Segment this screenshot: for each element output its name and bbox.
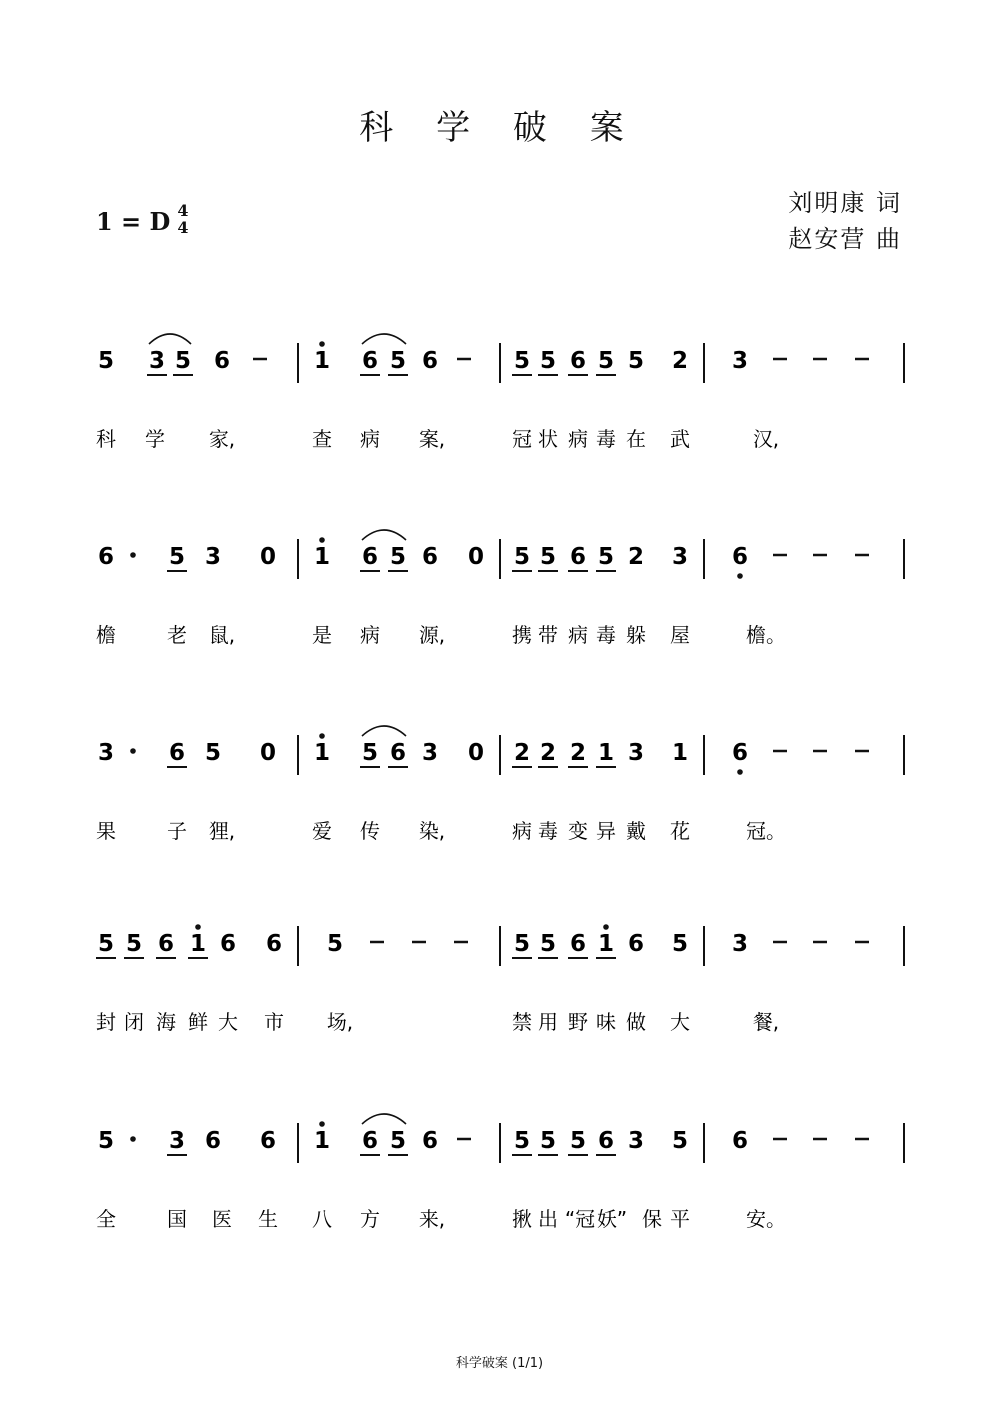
lyric-syllable: 妖” [596, 1207, 628, 1231]
lyric-syllable: 异 [596, 819, 616, 843]
lyric-syllable: 屋 [670, 623, 690, 647]
lyric-syllable: 平 [670, 1207, 690, 1231]
lyric-syllable: 八 [312, 1207, 332, 1231]
high-octave-dot [319, 733, 325, 739]
note-digit: 6 [731, 544, 749, 570]
low-octave-dot [737, 769, 743, 775]
note-digit: 6 [265, 931, 283, 957]
low-octave-dot [737, 573, 743, 579]
note-digit: 6 [204, 1128, 222, 1154]
lyric-syllable: 花 [670, 819, 690, 843]
note-digit: 3 [148, 348, 166, 374]
note-digit: 5 [97, 1128, 115, 1154]
note-digit: 6 [569, 348, 587, 374]
lyric-syllable: 大 [670, 1010, 690, 1034]
note-digit: 0 [259, 544, 277, 570]
note-digit: 1 [313, 544, 331, 570]
page-title: 科 学 破 案 [359, 108, 640, 148]
lyric-syllable: 变 [568, 819, 588, 843]
note-digit: 5 [389, 544, 407, 570]
page-footer: 科学破案 (1/1) [455, 1356, 544, 1371]
lyric-syllable: 封 [96, 1010, 116, 1034]
lyric-syllable: 檐。 [746, 623, 786, 647]
lyric-syllable: 医 [212, 1207, 232, 1231]
lyric-syllable: 禁 [512, 1010, 532, 1034]
lyric-syllable: 来, [418, 1207, 446, 1231]
lyric-syllable: 病 [512, 819, 532, 843]
note-digit: 3 [731, 931, 749, 957]
lyric-syllable: 毒 [596, 623, 616, 647]
note-digit: 3 [97, 740, 115, 766]
note-digit: 6 [597, 1128, 615, 1154]
note-digit: 5 [204, 740, 222, 766]
slur [362, 1114, 406, 1124]
high-octave-dot [319, 537, 325, 543]
note-digit: 1 [313, 348, 331, 374]
note-digit: 5 [513, 931, 531, 957]
note-digit: 6 [627, 931, 645, 957]
lyric-syllable: 病 [568, 427, 588, 451]
lyric-syllable: 闭 [124, 1010, 144, 1034]
note-digit: 6 [168, 740, 186, 766]
note-digit: 5 [513, 1128, 531, 1154]
note-digit: 5 [174, 348, 192, 374]
lyric-syllable: 全 [96, 1207, 116, 1231]
note-digit: 6 [569, 544, 587, 570]
note-digit: 2 [627, 544, 645, 570]
lyric-syllable: 病 [568, 623, 588, 647]
lyric-syllable: 毒 [538, 819, 558, 843]
lyric-syllable: 病 [360, 427, 380, 451]
lyric-syllable: 传 [360, 819, 380, 843]
note-digit: 6 [361, 1128, 379, 1154]
lyric-syllable: 安。 [746, 1207, 786, 1231]
key-signature: 1 = D [96, 207, 171, 236]
lyric-syllable: 场, [326, 1010, 354, 1034]
augmentation-dot [130, 748, 136, 754]
note-digit: 6 [259, 1128, 277, 1154]
lyric-syllable: 学 [145, 427, 165, 451]
high-octave-dot [603, 924, 609, 930]
note-digit: 5 [389, 1128, 407, 1154]
note-digit: 5 [539, 348, 557, 374]
note-digit: 6 [97, 544, 115, 570]
note-digit: 1 [313, 740, 331, 766]
note-digit: 6 [157, 931, 175, 957]
lyric-syllable: “冠 [564, 1207, 596, 1231]
lyric-syllable: 状 [538, 427, 558, 451]
lyric-syllable: 老 [167, 623, 187, 647]
lyric-syllable: 餐, [752, 1010, 780, 1034]
meter-bottom: 4 [177, 218, 189, 237]
note-digit: 6 [361, 348, 379, 374]
lyric-syllable: 案, [418, 427, 446, 451]
note-digit: 6 [421, 544, 439, 570]
lyric-syllable: 出 [538, 1207, 558, 1231]
high-octave-dot [319, 1121, 325, 1127]
note-digit: 2 [569, 740, 587, 766]
note-digit: 2 [671, 348, 689, 374]
lyric-syllable: 狸, [208, 819, 236, 843]
lyric-syllable: 海 [156, 1010, 176, 1034]
slur [362, 530, 406, 540]
lyric-syllable: 冠 [512, 427, 532, 451]
note-digit: 1 [597, 931, 615, 957]
lyric-syllable: 方 [360, 1207, 380, 1231]
lyric-syllable: 生 [258, 1207, 278, 1231]
slur [362, 726, 406, 736]
note-digit: 1 [597, 740, 615, 766]
lyric-syllable: 果 [96, 819, 116, 843]
lyric-syllable: 科 [96, 427, 116, 451]
lyric-syllable: 味 [596, 1010, 616, 1034]
note-digit: 2 [539, 740, 557, 766]
composer-credit: 赵安营 曲 [788, 225, 902, 253]
note-digit: 5 [389, 348, 407, 374]
note-digit: 5 [671, 931, 689, 957]
note-digit: 3 [627, 740, 645, 766]
note-digit: 5 [361, 740, 379, 766]
note-digit: 3 [168, 1128, 186, 1154]
note-digit: 6 [389, 740, 407, 766]
note-digit: 5 [597, 544, 615, 570]
note-digit: 3 [204, 544, 222, 570]
note-digit: 5 [539, 931, 557, 957]
note-digit: 5 [627, 348, 645, 374]
note-digit: 5 [569, 1128, 587, 1154]
note-digit: 6 [731, 740, 749, 766]
note-digit: 5 [513, 544, 531, 570]
note-digit: 5 [539, 544, 557, 570]
lyric-syllable: 鲜 [188, 1010, 208, 1034]
lyric-syllable: 野 [568, 1010, 588, 1034]
note-digit: 5 [168, 544, 186, 570]
note-digit: 5 [671, 1128, 689, 1154]
note-digit: 3 [671, 544, 689, 570]
lyric-syllable: 源, [418, 623, 446, 647]
note-digit: 1 [313, 1128, 331, 1154]
lyric-syllable: 是 [312, 623, 332, 647]
lyric-syllable: 保 [642, 1207, 662, 1231]
note-digit: 5 [125, 931, 143, 957]
note-digit: 1 [189, 931, 207, 957]
lyric-syllable: 用 [538, 1010, 558, 1034]
high-octave-dot [319, 341, 325, 347]
lyric-syllable: 携 [512, 623, 532, 647]
lyric-syllable: 檐 [96, 623, 116, 647]
note-digit: 6 [219, 931, 237, 957]
lyric-syllable: 鼠, [208, 623, 236, 647]
lyric-syllable: 冠。 [746, 819, 786, 843]
note-digit: 3 [731, 348, 749, 374]
note-digit: 0 [259, 740, 277, 766]
lyric-syllable: 染, [418, 819, 446, 843]
high-octave-dot [195, 924, 201, 930]
note-digit: 5 [97, 931, 115, 957]
lyric-syllable: 武 [670, 427, 690, 451]
lyric-syllable: 爱 [312, 819, 332, 843]
lyric-syllable: 揪 [512, 1207, 532, 1231]
lyric-syllable: 戴 [626, 819, 646, 843]
note-digit: 1 [671, 740, 689, 766]
lyric-syllable: 在 [626, 427, 646, 451]
lyric-syllable: 汉, [752, 427, 780, 451]
lyric-syllable: 子 [167, 819, 187, 843]
augmentation-dot [130, 552, 136, 558]
note-digit: 5 [97, 348, 115, 374]
lyric-syllable: 病 [360, 623, 380, 647]
lyric-syllable: 家, [208, 427, 236, 451]
note-digit: 3 [627, 1128, 645, 1154]
note-digit: 6 [731, 1128, 749, 1154]
lyric-syllable: 带 [538, 623, 558, 647]
meter-top: 4 [177, 201, 189, 220]
note-digit: 5 [513, 348, 531, 374]
lyric-syllable: 做 [626, 1010, 646, 1034]
note-digit: 0 [467, 740, 485, 766]
lyricist-credit: 刘明康 词 [788, 189, 902, 217]
note-digit: 5 [539, 1128, 557, 1154]
augmentation-dot [130, 1136, 136, 1142]
note-digit: 0 [467, 544, 485, 570]
slur [149, 334, 191, 344]
note-digit: 2 [513, 740, 531, 766]
note-digit: 5 [597, 348, 615, 374]
lyric-syllable: 国 [167, 1207, 187, 1231]
note-digit: 6 [421, 348, 439, 374]
lyric-syllable: 毒 [596, 427, 616, 451]
note-digit: 6 [361, 544, 379, 570]
lyric-syllable: 查 [312, 427, 332, 451]
note-digit: 6 [421, 1128, 439, 1154]
lyric-syllable: 大 [218, 1010, 238, 1034]
note-digit: 5 [326, 931, 344, 957]
note-digit: 6 [213, 348, 231, 374]
note-digit: 3 [421, 740, 439, 766]
note-digit: 6 [569, 931, 587, 957]
slur [362, 334, 406, 344]
lyric-syllable: 市 [264, 1010, 284, 1034]
lyric-syllable: 躲 [626, 623, 646, 647]
